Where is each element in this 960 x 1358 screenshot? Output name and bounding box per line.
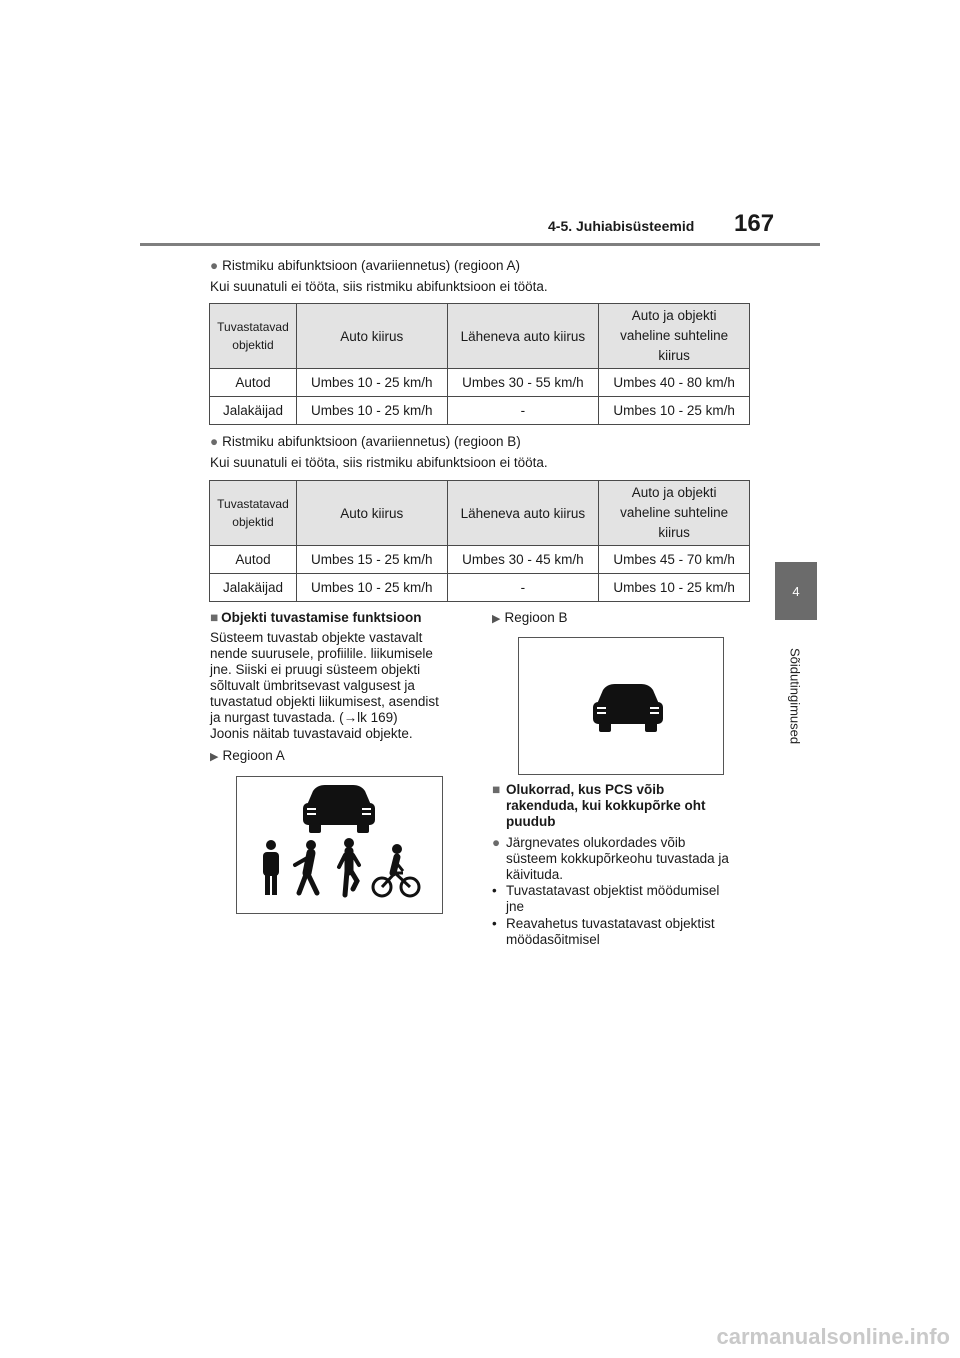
- region-a-label: ▶ Regioon A: [210, 748, 285, 763]
- table-cell: Jalakäijad: [210, 397, 297, 425]
- table-header-cell: Auto kiirus: [296, 304, 447, 369]
- note-region-b: Kui suunatuli ei tööta, siis ristmiku abifunktsioon ei tööta.: [210, 455, 548, 470]
- bullet-icon: ●: [210, 258, 219, 273]
- table-cell: Umbes 10 - 25 km/h: [296, 574, 447, 602]
- situation-item: • Tuvastatavast objektist möödumisel jne: [492, 883, 720, 914]
- square-bullet-icon: ■: [492, 782, 501, 797]
- note-region-a: Kui suunatuli ei tööta, siis ristmiku abifunktsioon ei tööta.: [210, 279, 548, 294]
- table-cell: Umbes 10 - 25 km/h: [296, 397, 447, 425]
- page-number: 167: [734, 210, 775, 237]
- table-cell: Autod: [210, 546, 297, 574]
- table-cell: Umbes 40 - 80 km/h: [599, 369, 750, 397]
- chapter-tab: [775, 562, 817, 620]
- detection-body: Süsteem tuvastab objekte vastavalt nende suurusele, profiilile. liikumisele jne. Siiski ei pruugi süsteem objekti sõltuvalt ümbritsevast valgusest ja tuvastatud objekti liikumisest, asendist ja nurgast tuvastada. (→lk 169) Joonis näitab tuvastavaid objekte.: [210, 630, 439, 741]
- figure-region-b: [518, 637, 724, 775]
- table-row: [210, 546, 750, 574]
- table-cell: Umbes 10 - 25 km/h: [599, 397, 750, 425]
- speed-table-region-a: [209, 303, 750, 425]
- cyclist-icon: [373, 844, 419, 896]
- table-header-cell: Auto ja objekti vaheline suhteline kiirus: [599, 481, 750, 546]
- pedestrian-standing-icon: [263, 840, 279, 895]
- table-header-cell: Tuvastatavad objektid: [210, 481, 297, 546]
- situations-bullet: ● Järgnevates olukordades võib süsteem kokkupõrkeohu tuvastada ja käivituda.: [492, 835, 729, 882]
- watermark: carmanualsonline.info: [716, 1324, 950, 1349]
- section-title: 4-5. Juhiabisüsteemid: [548, 218, 695, 234]
- square-bullet-icon: ■: [210, 610, 219, 625]
- car-front-icon: [593, 684, 663, 732]
- dot-bullet: •: [492, 883, 497, 898]
- situation-item: • Reavahetus tuvastatavast objektist möödasõitmisel: [492, 916, 715, 947]
- table-row: [210, 369, 750, 397]
- table-header-cell: Tuvastatavad objektid: [210, 304, 297, 369]
- detection-heading: ■ Objekti tuvastamise funktsioon: [210, 610, 422, 625]
- table-cell: -: [447, 397, 599, 425]
- triangle-bullet-icon: ▶: [492, 613, 501, 625]
- table-header-row: [210, 481, 750, 546]
- table-cell: Jalakäijad: [210, 574, 297, 602]
- table-cell: Umbes 10 - 25 km/h: [599, 574, 750, 602]
- car-front-icon: [303, 785, 375, 833]
- header-divider: [140, 243, 820, 246]
- table-cell: Autod: [210, 369, 297, 397]
- bullet-region-a: ● Ristmiku abifunktsioon (avariiennetus) (regioon A): [210, 258, 521, 273]
- table-cell: Umbes 10 - 25 km/h: [296, 369, 447, 397]
- dot-bullet: •: [492, 916, 497, 931]
- table-header-cell: Läheneva auto kiirus: [447, 481, 599, 546]
- speed-table-region-b: [209, 480, 750, 602]
- chapter-label: Sõidutingimused: [787, 647, 803, 745]
- table-row: [210, 397, 750, 425]
- table-header-row: [210, 304, 750, 369]
- table-cell: Umbes 45 - 70 km/h: [599, 546, 750, 574]
- table-cell: -: [447, 574, 599, 602]
- region-b-label: ▶ Regioon B: [492, 610, 568, 625]
- pedestrian-walking-icon: [295, 840, 317, 893]
- bullet-region-b: ● Ristmiku abifunktsioon (avariiennetus) (regioon B): [210, 434, 521, 449]
- bullet-icon: ●: [492, 835, 501, 850]
- bullet-icon: ●: [210, 434, 219, 449]
- situations-heading: ■ Olukorrad, kus PCS võib rakenduda, kui kokkupõrke oht puudub: [492, 782, 706, 829]
- figure-region-a: [236, 776, 443, 914]
- table-row: [210, 574, 750, 602]
- pedestrian-running-icon: [339, 838, 359, 895]
- table-cell: Umbes 30 - 55 km/h: [447, 369, 599, 397]
- triangle-bullet-icon: ▶: [210, 751, 219, 763]
- table-cell: Umbes 30 - 45 km/h: [447, 546, 599, 574]
- table-cell: Umbes 15 - 25 km/h: [296, 546, 447, 574]
- table-header-cell: Läheneva auto kiirus: [447, 304, 599, 369]
- table-header-cell: Auto ja objekti vaheline suhteline kiirus: [599, 304, 750, 369]
- table-header-cell: Auto kiirus: [296, 481, 447, 546]
- chapter-number: 4: [792, 583, 800, 599]
